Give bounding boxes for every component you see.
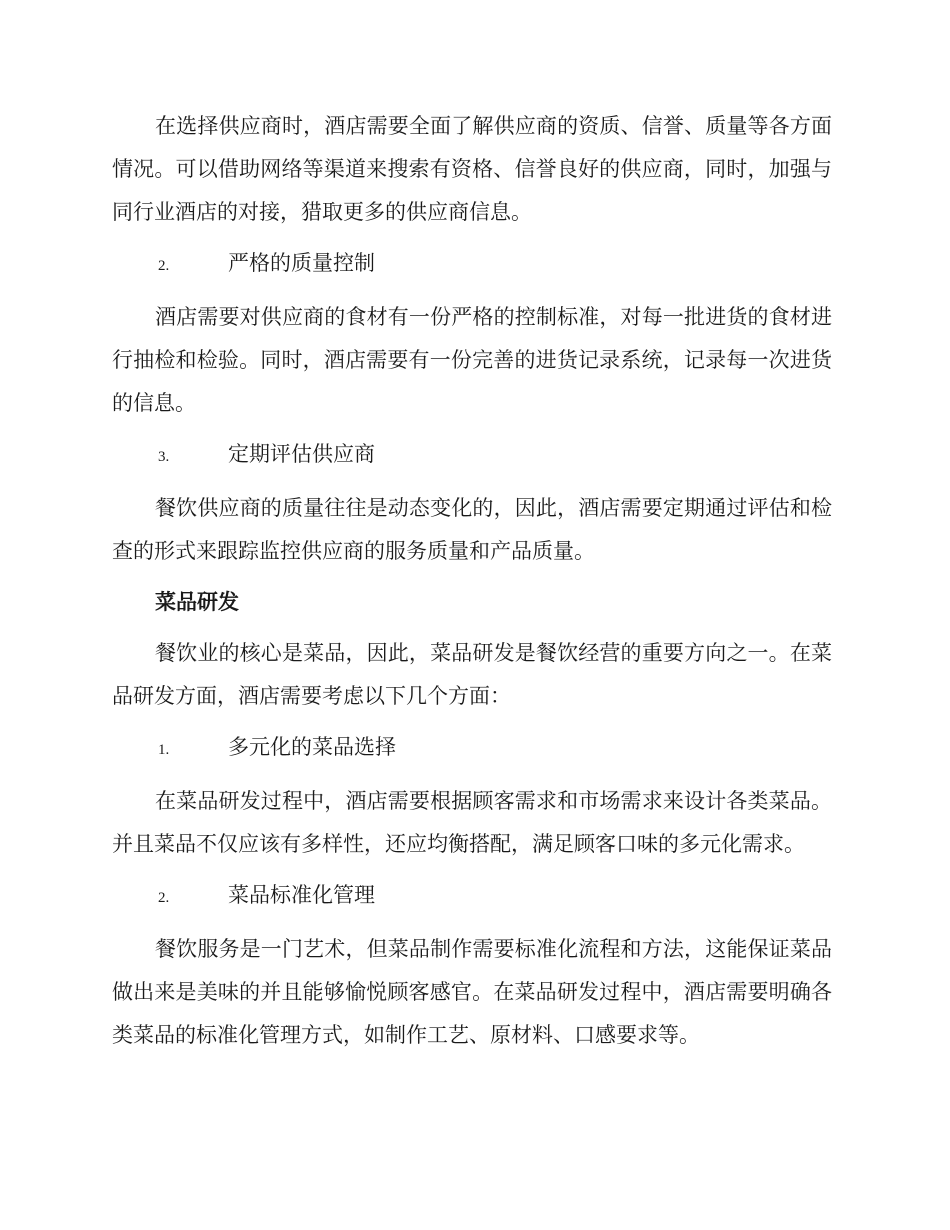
paragraph-supplier-evaluation: 餐饮供应商的质量往往是动态变化的，因此，酒店需要定期通过评估和检查的形式来跟踪监控供应商的服务质量和产品质量。 [112, 496, 832, 563]
list-item-label: 菜品标准化管理 [228, 883, 375, 907]
document-page [112, 105, 832, 1065]
paragraph-supplier-selection: 在选择供应商时，酒店需要全面了解供应商的资质、信誉、质量等各方面情况。可以借助网络等渠道来搜索有资格、信誉良好的供应商，同时，加强与同行业酒店的对接，猎取更多的供应商信息。 [112, 114, 832, 224]
list-item-label: 严格的质量控制 [228, 251, 375, 275]
list-item-label: 定期评估供应商 [228, 442, 375, 466]
list-number: 2. [158, 890, 170, 906]
paragraph-standardization: 餐饮服务是一门艺术，但菜品制作需要标准化流程和方法，这能保证菜品做出来是美味的并且能够愉悦顾客感官。在菜品研发过程中，酒店需要明确各类菜品的标准化管理方式，如制作工艺、原材料、口感要求等。 [112, 937, 832, 1047]
paragraph-diverse-dishes: 在菜品研发过程中，酒店需要根据顾客需求和市场需求来设计各类菜品。并且菜品不仅应该有多样性，还应均衡搭配，满足顾客口味的多元化需求。 [112, 789, 832, 856]
list-number: 2. [158, 258, 170, 274]
paragraph-dish-development: 餐饮业的核心是菜品，因此，菜品研发是餐饮经营的重要方向之一。在菜品研发方面，酒店需要考虑以下几个方面： [112, 641, 832, 708]
section-heading: 菜品研发 [155, 590, 239, 614]
list-number: 1. [158, 742, 170, 758]
list-item-label: 多元化的菜品选择 [228, 735, 396, 759]
list-item-standardization [112, 874, 832, 920]
list-item-diverse-dishes [112, 726, 832, 772]
paragraph-quality-control: 酒店需要对供应商的食材有一份严格的控制标准，对每一批进货的食材进行抽检和检验。同时，酒店需要有一份完善的进货记录系统，记录每一次进货的信息。 [112, 305, 832, 415]
list-item-quality-control [112, 242, 832, 288]
list-item-supplier-evaluation [112, 433, 832, 479]
list-number: 3. [158, 449, 170, 465]
